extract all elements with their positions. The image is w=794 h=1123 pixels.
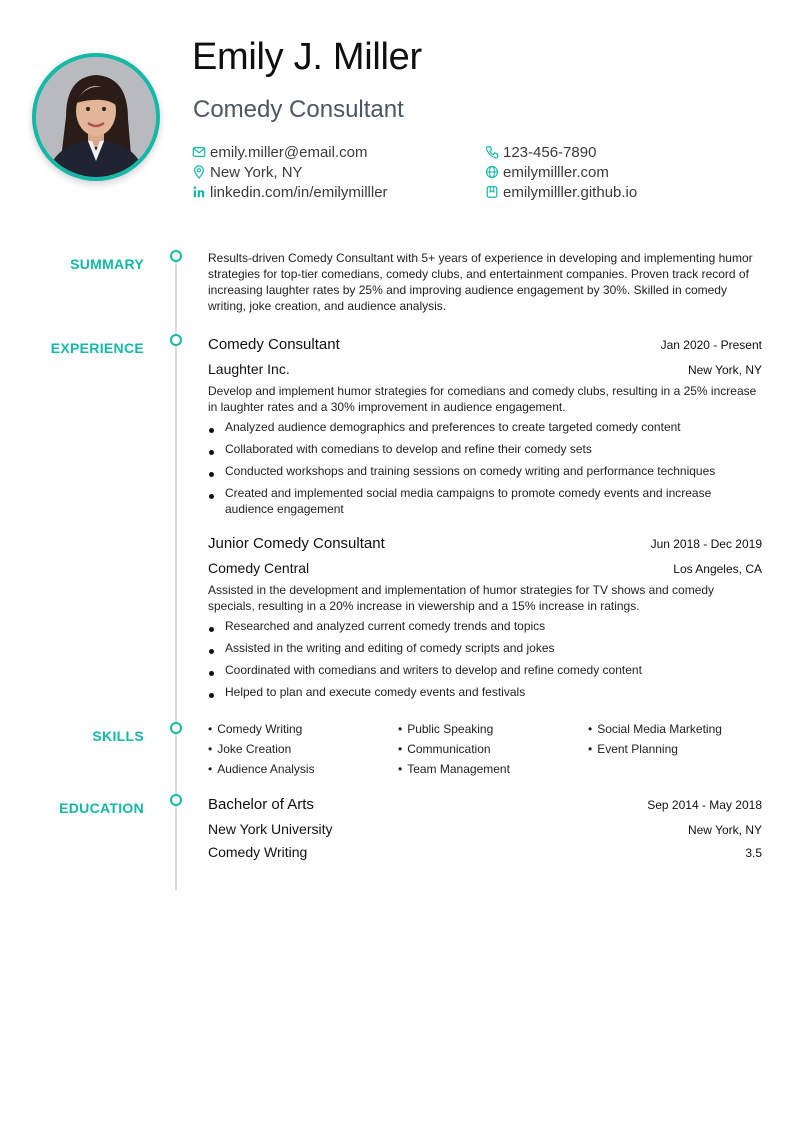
list-item: Coordinated with comedians and writers to develop and refine comedy content <box>208 662 738 678</box>
contact-linkedin[interactable] <box>192 183 388 201</box>
list-item: Assisted in the writing and editing of comedy scripts and jokes <box>208 640 738 656</box>
list-item: Researched and analyzed current comedy trends and topics <box>208 618 738 634</box>
mail-icon <box>192 145 206 159</box>
list-item: Created and implemented social media campaigns to promote comedy events and increase audience engagement <box>208 485 738 517</box>
phone-icon <box>485 145 499 159</box>
location-text: New York, NY <box>210 163 303 181</box>
degree: Bachelor of Arts <box>208 796 314 813</box>
job-description: Assisted in the development and implementation of humor strategies for TV shows and comedy specials, resulting in a 20% increase in viewership and a 15% increase in ratings. <box>208 583 715 613</box>
job-dates: Jun 2018 - Dec 2019 <box>650 537 762 551</box>
skill-item: • Audience Analysis <box>208 762 315 776</box>
globe-icon <box>485 165 499 179</box>
contact-phone[interactable] <box>485 143 596 161</box>
list-item: Analyzed audience demographics and preferences to create targeted comedy content <box>208 419 738 435</box>
contact-github[interactable] <box>485 183 637 201</box>
section-title-skills: SKILLS <box>92 728 144 744</box>
skill-item: • Team Management <box>398 762 510 776</box>
profile-photo <box>32 53 160 181</box>
gpa: 3.5 <box>745 846 762 860</box>
section-title-summary: SUMMARY <box>70 256 144 272</box>
skill-item: • Social Media Marketing <box>588 722 722 736</box>
list-item: Collaborated with comedians to develop and refine their comedy sets <box>208 441 738 457</box>
bookmark-icon <box>485 185 499 199</box>
skill-item: • Comedy Writing <box>208 722 303 736</box>
field-of-study: Comedy Writing <box>208 844 308 860</box>
job-location: New York, NY <box>687 363 762 377</box>
job-dates: Jan 2020 - Present <box>660 338 762 352</box>
email-text: emily.miller@email.com <box>210 143 368 161</box>
phone-text: 123-456-7890 <box>503 143 597 161</box>
job-title: Comedy Consultant <box>208 336 340 353</box>
contact-email[interactable] <box>192 143 367 161</box>
linkedin-text: linkedin.com/in/emilymilller <box>210 183 388 201</box>
linkedin-icon <box>192 185 206 199</box>
location-pin-icon <box>192 165 206 179</box>
timeline-dot-experience <box>170 334 182 346</box>
job-role: Comedy Consultant <box>193 96 404 123</box>
skill-item: • Joke Creation <box>208 742 292 756</box>
contact-website[interactable] <box>485 163 609 181</box>
github-text: emilymilller.github.io <box>503 183 638 201</box>
skill-item: • Event Planning <box>588 742 678 756</box>
skill-item: • Public Speaking <box>398 722 494 736</box>
website-text: emilymilller.com <box>503 163 609 181</box>
job-location: Los Angeles, CA <box>673 562 762 576</box>
job-bullets <box>208 618 738 706</box>
list-item: Helped to plan and execute comedy events and festivals <box>208 684 738 700</box>
portrait-image <box>36 57 156 177</box>
resume-header <box>0 0 794 230</box>
summary-text: Results-driven Comedy Consultant with 5+ years of experience in developing and implementing humor strategies for top-tier comedians, comedy clubs, and entertainment companies. Proven track record of increasing laughter rates by 25% and improving audience engagement by 30%. Skilled in comedy writing, joke creation, and audience analysis. <box>208 251 753 313</box>
section-title-experience: EXPERIENCE <box>50 340 144 356</box>
full-name: Emily J. Miller <box>192 36 422 78</box>
job-company: Laughter Inc. <box>208 361 290 377</box>
skill-item: • Communication <box>398 742 491 756</box>
school-location: New York, NY <box>687 823 762 837</box>
timeline-dot-skills <box>170 722 182 734</box>
education-dates: Sep 2014 - May 2018 <box>647 798 762 812</box>
school-name: New York University <box>208 821 333 837</box>
section-title-education: EDUCATION <box>59 800 144 816</box>
job-bullets <box>208 419 738 523</box>
job-description: Develop and implement humor strategies for comedians and comedy clubs, resulting in a 25% increase in laughter rates and a 30% improvement in audience engagement. <box>208 384 757 414</box>
list-item: Conducted workshops and training sessions on comedy writing and performance techniques <box>208 463 738 479</box>
contact-location <box>192 163 303 181</box>
job-company: Comedy Central <box>208 560 310 576</box>
timeline-dot-education <box>170 794 182 806</box>
timeline-dot-summary <box>170 250 182 262</box>
job-title: Junior Comedy Consultant <box>208 535 385 552</box>
